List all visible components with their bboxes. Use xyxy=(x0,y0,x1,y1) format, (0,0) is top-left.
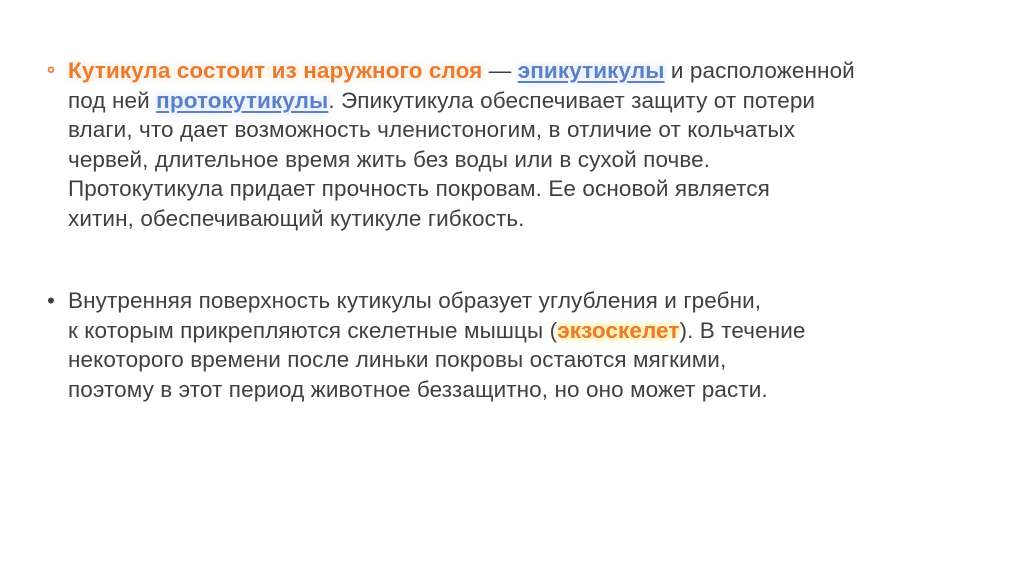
text-segment: хитин, обеспечивающий кутикуле гибкость. xyxy=(68,205,525,231)
bullet-cuticle-layers xyxy=(42,56,992,233)
slide-body xyxy=(42,56,992,404)
bullet-inner-surface xyxy=(42,286,992,404)
text-segment: Внутренняя поверхность кутикулы образует углубления и гребни, xyxy=(68,288,762,313)
text-segment: к которым прикрепляются скелетные мышцы ( xyxy=(68,317,558,343)
text-segment: — xyxy=(482,58,518,83)
text-line xyxy=(68,204,992,234)
text-line xyxy=(68,375,992,405)
text-segment: червей, длительное время жить без воды или в сухой почве. xyxy=(68,146,711,172)
text-line xyxy=(68,145,992,175)
text-segment: влаги, что дает возможность членистоногим, в отличие от кольчатых xyxy=(68,117,796,142)
bullet-marker: ∘ xyxy=(44,59,58,81)
text-line xyxy=(68,115,992,145)
text-line xyxy=(68,345,992,375)
text-line xyxy=(68,316,992,346)
text-line xyxy=(68,174,992,204)
text-segment: ). В течение xyxy=(679,317,806,343)
text-segment: поэтому в этот период животное беззащитно, но оно может расти. xyxy=(68,376,768,402)
term-procuticle-link[interactable]: протокутикулы xyxy=(156,87,329,113)
text-line xyxy=(68,286,992,316)
text-line xyxy=(68,86,992,116)
text-segment: под ней xyxy=(68,87,157,113)
text-line xyxy=(68,56,992,86)
bullet-marker: • xyxy=(47,288,55,313)
text-segment: некоторого времени после линьки покровы остаются мягкими, xyxy=(68,347,727,372)
text-segment: и расположенной xyxy=(664,58,855,83)
text-segment: Протокутикула придает прочность покровам. Ее основой является xyxy=(68,176,770,201)
term-cuticle-structure: Кутикула состоит из наружного слоя xyxy=(68,58,483,83)
term-exoskeleton: экзоскелет xyxy=(557,317,680,343)
term-epicuticle-link[interactable]: эпикутикулы xyxy=(517,58,665,83)
text-segment: . Эпикутикула обеспечивает защиту от потери xyxy=(328,87,816,113)
